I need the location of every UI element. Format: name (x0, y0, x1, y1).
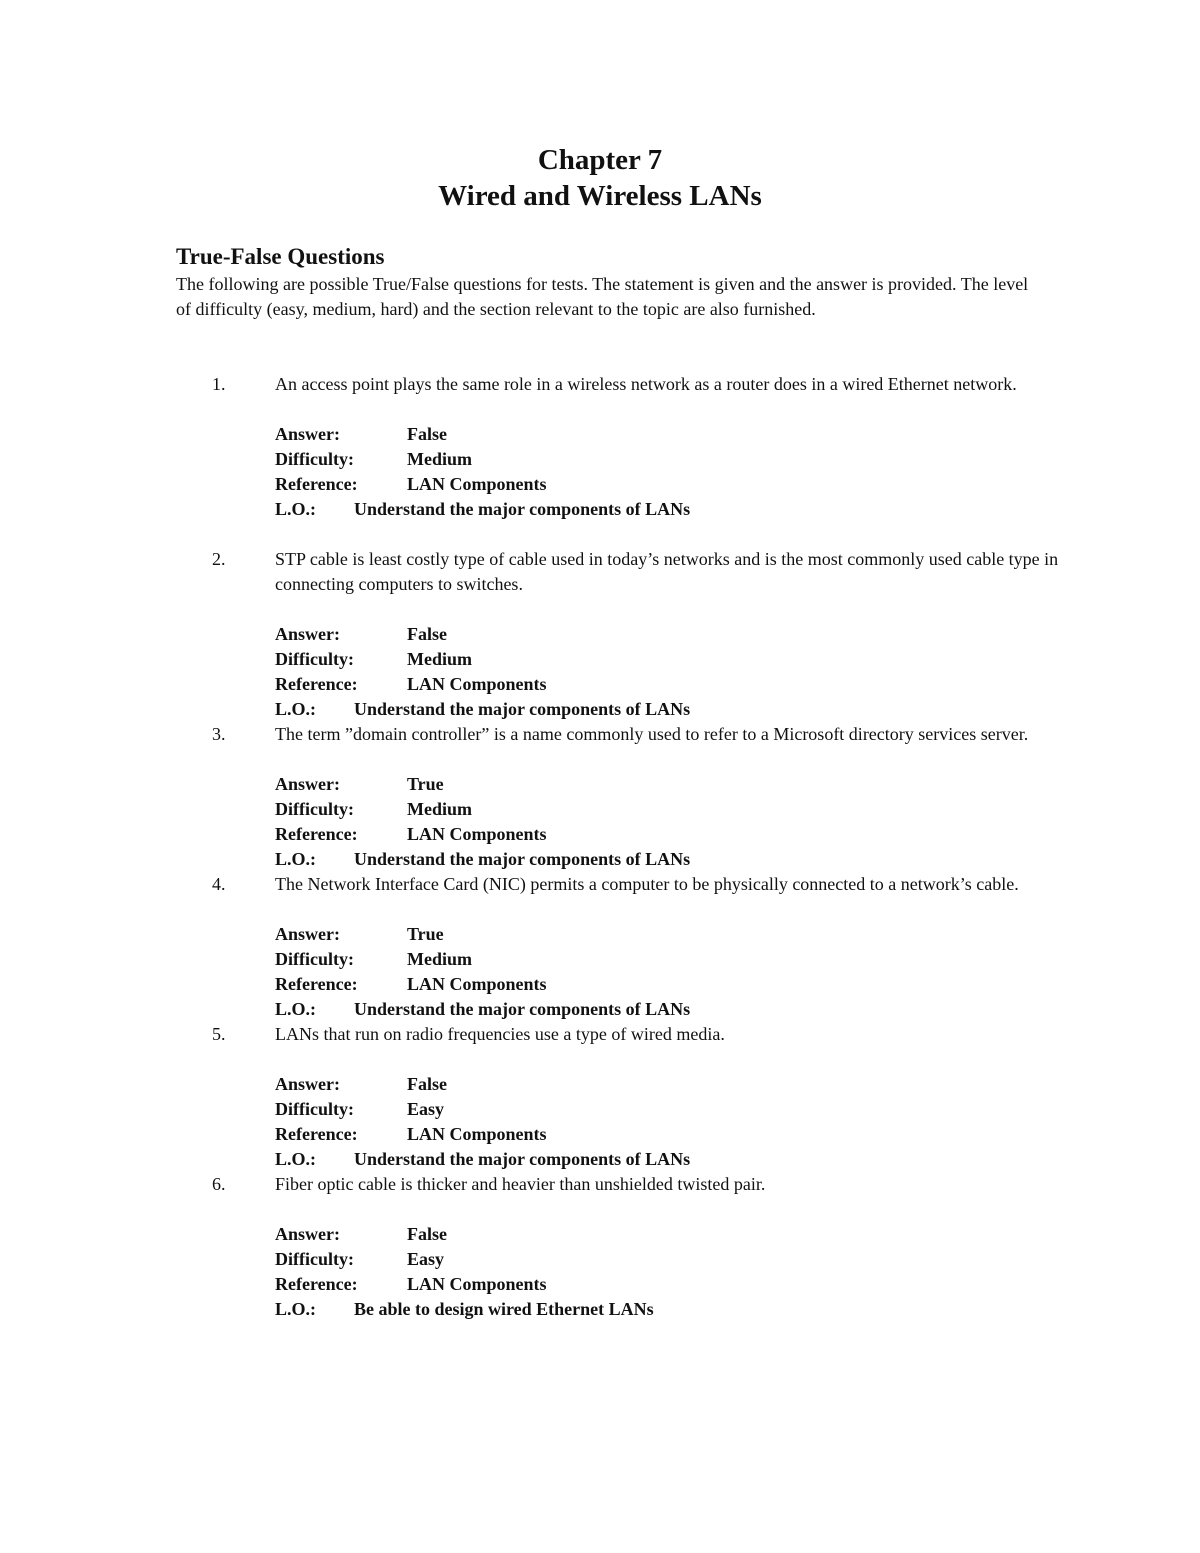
answer-row (275, 772, 1096, 797)
reference-value: LAN Components (407, 1274, 547, 1294)
difficulty-label: Difficulty: (275, 1099, 354, 1119)
question-text: An access point plays the same role in a wireless network as a router does in a wired Ethernet network. (275, 374, 1017, 394)
reference-value: LAN Components (407, 824, 547, 844)
question-text: LANs that run on radio frequencies use a type of wired media. (275, 1024, 725, 1044)
lo-value: Understand the major components of LANs (354, 1149, 691, 1169)
difficulty-row (275, 797, 1096, 822)
reference-row (275, 1272, 1096, 1297)
reference-value: LAN Components (407, 974, 547, 994)
chapter-title (0, 142, 1200, 214)
reference-label: Reference: (275, 1124, 358, 1144)
reference-row (275, 972, 1096, 997)
question-number: 4. (212, 874, 226, 894)
reference-value: LAN Components (407, 474, 547, 494)
answer-value: True (407, 774, 444, 794)
difficulty-value: Medium (407, 649, 472, 669)
difficulty-value: Medium (407, 449, 472, 469)
answer-row (275, 1222, 1096, 1247)
difficulty-value: Medium (407, 799, 472, 819)
question-text: The term ”domain controller” is a name commonly used to refer to a Microsoft directory services server. (275, 724, 1029, 744)
answer-value: False (407, 424, 447, 444)
question-text: STP cable is least costly type of cable used in today’s networks and is the most commonly used cable type in connecting computers to switches. (275, 549, 1059, 594)
question-item (176, 547, 1096, 722)
question-text: The Network Interface Card (NIC) permits a computer to be physically connected to a network’s cable. (275, 874, 1019, 894)
difficulty-label: Difficulty: (275, 949, 354, 969)
answer-label: Answer: (275, 624, 340, 644)
reference-row (275, 822, 1096, 847)
question-number: 6. (212, 1174, 226, 1194)
question-meta (275, 422, 1096, 522)
answer-row (275, 922, 1096, 947)
question-meta (275, 922, 1096, 1022)
answer-value: False (407, 1074, 447, 1094)
lo-row (275, 847, 1096, 872)
question-item (176, 372, 1096, 522)
reference-label: Reference: (275, 974, 358, 994)
question-item (176, 1022, 1096, 1172)
section-heading: True-False Questions (176, 244, 385, 269)
reference-row (275, 472, 1096, 497)
difficulty-value: Easy (407, 1099, 445, 1119)
question-list (176, 372, 1096, 1322)
lo-row (275, 1147, 1096, 1172)
reference-label: Reference: (275, 824, 358, 844)
answer-label: Answer: (275, 1074, 340, 1094)
reference-row (275, 1122, 1096, 1147)
lo-label: L.O.: (275, 699, 317, 719)
difficulty-label: Difficulty: (275, 1249, 354, 1269)
reference-label: Reference: (275, 674, 358, 694)
question-body (275, 1172, 1096, 1322)
lo-row (275, 997, 1096, 1022)
answer-label: Answer: (275, 1224, 340, 1244)
difficulty-label: Difficulty: (275, 649, 354, 669)
lo-label: L.O.: (275, 999, 317, 1019)
difficulty-row (275, 947, 1096, 972)
lo-value: Understand the major components of LANs (354, 499, 691, 519)
lo-row (275, 1297, 1096, 1322)
chapter-name: Wired and Wireless LANs (438, 180, 762, 212)
lo-value: Be able to design wired Ethernet LANs (354, 1299, 654, 1319)
answer-label: Answer: (275, 424, 340, 444)
question-number: 2. (212, 549, 226, 569)
difficulty-label: Difficulty: (275, 799, 354, 819)
reference-value: LAN Components (407, 1124, 547, 1144)
lo-row (275, 697, 1096, 722)
difficulty-row (275, 1097, 1096, 1122)
answer-row (275, 1072, 1096, 1097)
question-body (275, 872, 1096, 1022)
answer-label: Answer: (275, 924, 340, 944)
answer-row (275, 622, 1096, 647)
question-item (176, 872, 1096, 1022)
question-number: 3. (212, 724, 226, 744)
lo-value: Understand the major components of LANs (354, 999, 691, 1019)
question-number: 5. (212, 1024, 226, 1044)
answer-label: Answer: (275, 774, 340, 794)
question-number: 1. (212, 374, 226, 394)
intro-paragraph: The following are possible True/False questions for tests. The statement is given and the answer is provided. The level of difficulty (easy, medium, hard) and the section relevant to the topic are also furnished. (176, 274, 1029, 319)
lo-value: Understand the major components of LANs (354, 849, 691, 869)
reference-value: LAN Components (407, 674, 547, 694)
reference-label: Reference: (275, 1274, 358, 1294)
question-meta (275, 1222, 1096, 1322)
lo-row (275, 497, 1096, 522)
question-item (176, 1172, 1096, 1322)
difficulty-value: Easy (407, 1249, 445, 1269)
question-meta (275, 772, 1096, 872)
question-body (275, 1022, 1096, 1172)
difficulty-value: Medium (407, 949, 472, 969)
lo-label: L.O.: (275, 1299, 317, 1319)
question-text: Fiber optic cable is thicker and heavier than unshielded twisted pair. (275, 1174, 766, 1194)
question-body (275, 722, 1096, 872)
lo-label: L.O.: (275, 1149, 317, 1169)
answer-value: True (407, 924, 444, 944)
question-meta (275, 1072, 1096, 1172)
answer-row (275, 422, 1096, 447)
difficulty-row (275, 647, 1096, 672)
difficulty-label: Difficulty: (275, 449, 354, 469)
chapter-number: Chapter 7 (537, 144, 663, 176)
answer-value: False (407, 1224, 447, 1244)
lo-label: L.O.: (275, 499, 317, 519)
lo-label: L.O.: (275, 849, 317, 869)
difficulty-row (275, 447, 1096, 472)
reference-label: Reference: (275, 474, 358, 494)
question-body (275, 547, 1096, 722)
question-meta (275, 622, 1096, 722)
question-body (275, 372, 1096, 522)
lo-value: Understand the major components of LANs (354, 699, 691, 719)
answer-value: False (407, 624, 447, 644)
reference-row (275, 672, 1096, 697)
question-item (176, 722, 1096, 872)
difficulty-row (275, 1247, 1096, 1272)
